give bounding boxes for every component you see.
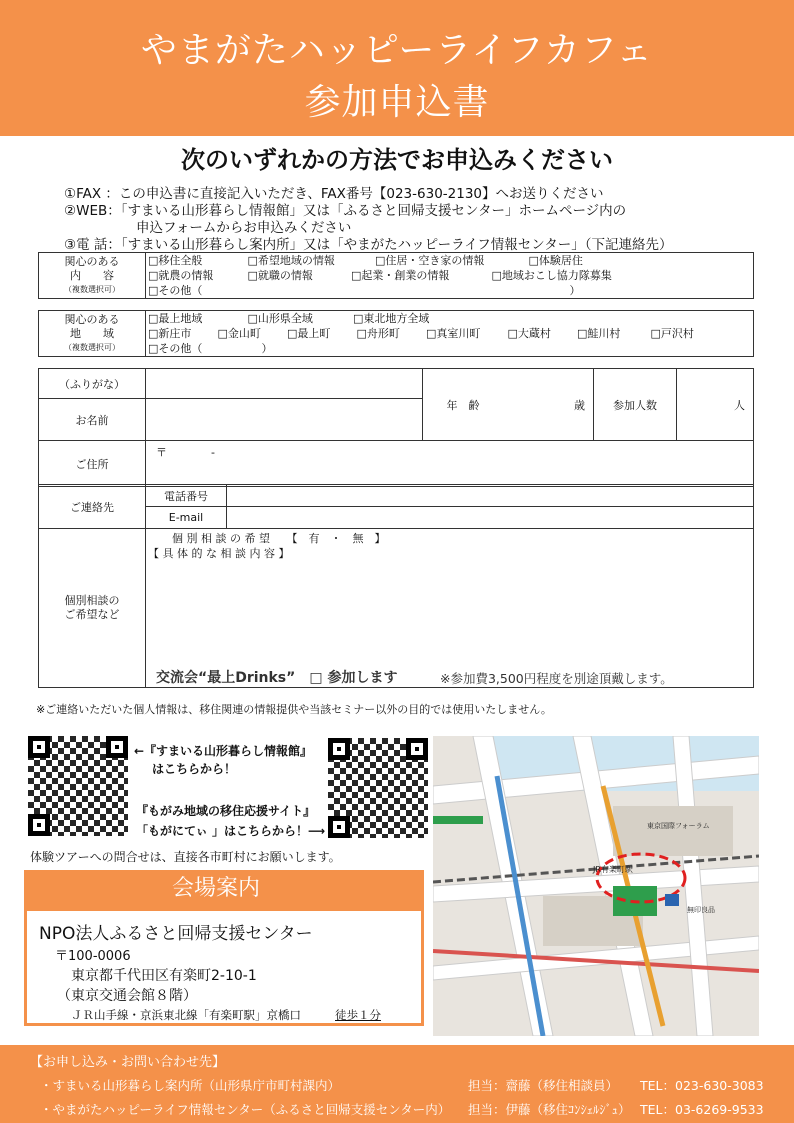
interest-label-1: 関心のある xyxy=(64,254,120,268)
age-field[interactable] xyxy=(503,369,594,441)
footer-title: 【お申し込み・お問い合わせ先】 xyxy=(30,1055,226,1070)
region-table xyxy=(38,310,754,357)
checkbox-startup[interactable]: □起業・創業の情報 xyxy=(351,269,450,282)
method-tel: ③電 話：「すまいる山形暮らし案内所」又は「やまがたハッピーライフ情報センター」（下記連絡先） xyxy=(64,237,673,253)
venue-org: NPO法人ふるさと回帰支援センター xyxy=(39,924,313,944)
checkbox-funagata[interactable]: □舟形町 xyxy=(356,327,400,340)
interest-note: （複数選択可） xyxy=(64,284,120,294)
footer-staff-2: 担当：伊藤（移住ｺﾝｼｪﾙｼﾞｭ） xyxy=(468,1102,631,1117)
checkbox-cooperation[interactable]: □地域おこし協力隊募集 xyxy=(491,269,612,282)
venue-map xyxy=(433,736,759,1036)
qr-right-caption-2: 「もがにてぃ 」はこちらから！⟶ xyxy=(136,824,326,838)
contact-table xyxy=(38,484,754,529)
checkbox-trial-stay[interactable]: □体験居住 xyxy=(528,254,583,267)
interest-label xyxy=(39,253,146,299)
footer-tel-1: TEL：023-630-3083 xyxy=(640,1078,764,1093)
venue-heading: 会場案内 xyxy=(24,870,424,908)
email-label: E-mail xyxy=(146,507,227,529)
region-label xyxy=(39,311,146,357)
checkbox-shinjo[interactable]: □新庄市 xyxy=(148,327,192,340)
footer-office-2: ・やまがたハッピーライフ情報センター（ふるさと回帰支援センター内） xyxy=(40,1102,451,1117)
venue-walk: 徒歩１分 xyxy=(335,1008,381,1022)
address-label: ご住所 xyxy=(39,441,146,487)
checkbox-housing[interactable]: □住居・空き家の情報 xyxy=(375,254,485,267)
checkbox-mogami[interactable]: □最上地域 xyxy=(148,312,203,325)
applicant-table xyxy=(38,368,754,487)
consult-table xyxy=(38,528,754,688)
privacy-note: ※ご連絡いただいた個人情報は、移住関連の情報提供や当該セミナー以外の目的では使用いたしません。 xyxy=(36,703,552,716)
checkbox-yamagata[interactable]: □山形県全域 xyxy=(247,312,313,325)
region-label-2: 地 域 xyxy=(70,326,114,340)
region-options xyxy=(146,311,754,357)
region-label-1: 関心のある xyxy=(64,312,120,326)
footer-staff-1: 担当：齋藤（移住相談員） xyxy=(468,1078,619,1093)
form-title: 参加申込書 xyxy=(304,82,490,123)
consult-detail: 【 具 体 的 な 相 談 内 容 】 xyxy=(148,547,290,560)
checkbox-kaneyama[interactable]: □金山町 xyxy=(217,327,261,340)
drinks-checkbox[interactable]: 交流会“最上Drinks” □ 参加します xyxy=(156,670,398,686)
method-web: ②WEB：「すまいる山形暮らし情報館」又は「ふるさと回帰支援センター」ホームページ内の xyxy=(64,203,627,219)
consult-label-1: 個別相談の xyxy=(64,594,120,607)
checkbox-region-other[interactable]: □その他（ xyxy=(148,342,203,355)
people-label: 参加人数 xyxy=(594,369,677,441)
map-station-label: JR有楽町駅 xyxy=(593,865,633,874)
venue-box xyxy=(24,908,424,1026)
phone-label: 電話番号 xyxy=(146,485,227,507)
consult-wish: 個 別 相 談 の 希 望 【 有 ・ 無 】 xyxy=(172,532,386,545)
checkbox-region-info[interactable]: □希望地域の情報 xyxy=(247,254,335,267)
checkbox-tohoku[interactable]: □東北地方全域 xyxy=(353,312,430,325)
checkbox-mamurogawa[interactable]: □真室川町 xyxy=(426,327,481,340)
interest-table xyxy=(38,252,754,299)
furigana-field[interactable] xyxy=(146,369,423,399)
consult-label xyxy=(39,529,146,688)
qr-right-caption-1: 『もがみ地域の移住応援サイト』 xyxy=(136,804,316,818)
checkbox-jobs[interactable]: □就職の情報 xyxy=(247,269,313,282)
checkbox-other[interactable]: □その他（ xyxy=(148,284,203,297)
consult-field[interactable] xyxy=(146,529,754,688)
drinks-note: ※参加費3,500円程度を別途頂戴します。 xyxy=(440,671,673,686)
checkbox-relocation[interactable]: □移住全般 xyxy=(148,254,203,267)
event-title: やまがたハッピーライフカフェ xyxy=(140,30,654,71)
checkbox-sakegawa[interactable]: □鮭川村 xyxy=(577,327,621,340)
qr-left-caption-1: ←『すまいる山形暮らし情報館』 xyxy=(134,744,313,758)
venue-postal: 〒100-0006 xyxy=(55,949,131,964)
footer-office-1: ・すまいる山形暮らし案内所（山形県庁市町村課内） xyxy=(40,1078,341,1093)
checkbox-okura[interactable]: □大蔵村 xyxy=(507,327,551,340)
checkbox-farming[interactable]: □就農の情報 xyxy=(148,269,214,282)
venue-access: ＪＲ山手線・京浜東北線「有楽町駅」京橋口 xyxy=(71,1008,301,1022)
name-field[interactable] xyxy=(146,399,423,441)
method-web-cont: 申込フォームからお申込みください xyxy=(136,220,352,236)
postal-prefix: 〒 - xyxy=(156,446,215,459)
age-unit: 歳 xyxy=(574,398,585,412)
venue-building: （東京交通会館８階） xyxy=(57,988,197,1004)
furigana-label: （ふりがな） xyxy=(39,369,146,399)
map-graphic xyxy=(433,736,759,1036)
address-field[interactable] xyxy=(146,441,754,487)
checkbox-tozawa[interactable]: □戸沢村 xyxy=(650,327,694,340)
email-field[interactable] xyxy=(227,507,754,529)
qr-code-smile[interactable] xyxy=(28,736,128,836)
contact-footer xyxy=(0,1045,794,1123)
qr-left-caption-2: はこちらから！ xyxy=(152,762,237,776)
region-note: （複数選択可） xyxy=(64,342,120,352)
tour-note: 体験ツアーへの問合せは、直接各市町村にお願いします。 xyxy=(30,850,341,864)
consult-label-2: ご希望など xyxy=(64,608,120,621)
header-banner xyxy=(0,0,794,136)
interest-label-2: 内 容 xyxy=(70,268,114,282)
method-fax: ①FAX ：この申込書に直接記入いただき、FAX番号【023-630-2130】へお送りください xyxy=(64,186,604,202)
people-unit: 人 xyxy=(734,398,745,412)
contact-label: ご連絡先 xyxy=(39,485,146,529)
interest-options xyxy=(146,253,754,299)
phone-field[interactable] xyxy=(227,485,754,507)
svg-text:東京国際フォーラム: 東京国際フォーラム xyxy=(647,822,710,830)
footer-tel-2: TEL：03-6269-9533 xyxy=(640,1102,764,1117)
venue-address: 東京都千代田区有楽町2-10-1 xyxy=(71,968,257,984)
people-field[interactable] xyxy=(677,369,754,441)
region-other-close: ） xyxy=(261,342,273,355)
age-label: 年 齢 xyxy=(423,369,504,441)
other-close: ） xyxy=(569,284,581,297)
instructions-heading: 次のいずれかの方法でお申込みください xyxy=(181,146,613,174)
qr-code-moganity[interactable] xyxy=(328,738,428,838)
checkbox-mogami-town[interactable]: □最上町 xyxy=(287,327,331,340)
name-label: お名前 xyxy=(39,399,146,441)
svg-text:無印良品: 無印良品 xyxy=(687,906,715,914)
